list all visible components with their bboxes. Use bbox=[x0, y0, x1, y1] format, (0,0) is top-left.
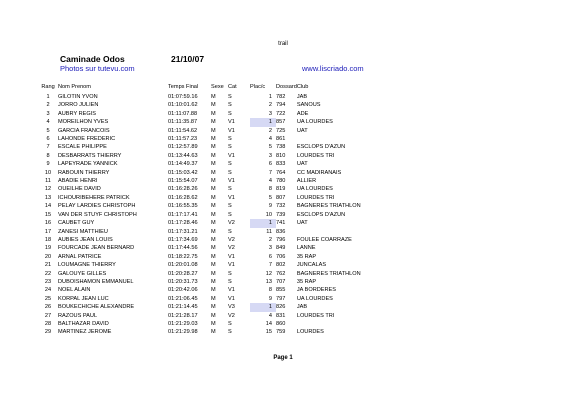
table-row bbox=[38, 169, 417, 177]
cell-time: 01:20:01.08 bbox=[168, 262, 198, 269]
table-row bbox=[38, 253, 417, 261]
cell-category-place: 4 bbox=[268, 178, 272, 185]
table-row bbox=[38, 127, 417, 135]
cell-bib: 833 bbox=[276, 161, 286, 168]
table-row bbox=[38, 228, 417, 236]
cell-time: 01:18:22.75 bbox=[168, 253, 198, 260]
cell-category: S bbox=[228, 161, 232, 168]
cell-category-place: 4 bbox=[268, 136, 272, 143]
cell-category: V2 bbox=[228, 220, 235, 227]
cell-club: UA LOURDES bbox=[296, 186, 333, 193]
cell-time: 01:07:59.16 bbox=[168, 94, 198, 100]
cell-rang: 22 bbox=[44, 270, 52, 277]
cell-name: AUBIES JEAN LOUIS bbox=[58, 236, 113, 243]
cell-time: 01:17:17.41 bbox=[168, 211, 198, 218]
race-title: Caminade Odos bbox=[60, 54, 125, 64]
cell-time: 01:21:06.45 bbox=[168, 295, 198, 302]
table-row bbox=[38, 135, 417, 143]
cell-club: ADE bbox=[296, 110, 309, 117]
cell-name: KORPAL JEAN LUC bbox=[58, 295, 109, 302]
cell-rang: 16 bbox=[44, 220, 52, 227]
cell-bib: 707 bbox=[276, 278, 286, 285]
cell-category-place: 9 bbox=[268, 295, 272, 302]
cell-category-place: 2 bbox=[268, 127, 272, 134]
cell-rang: 9 bbox=[46, 161, 50, 168]
cell-sex: M bbox=[211, 152, 216, 159]
cell-rang: 28 bbox=[44, 320, 52, 327]
cell-rang: 8 bbox=[46, 152, 50, 159]
cell-name: LAHONDE FREDERIC bbox=[58, 136, 116, 143]
cell-bib: 797 bbox=[276, 295, 286, 302]
cell-bib: 738 bbox=[276, 144, 286, 151]
cell-category: S bbox=[228, 94, 232, 100]
cell-rang: 10 bbox=[44, 169, 52, 176]
table-row bbox=[38, 270, 417, 278]
table-row bbox=[38, 312, 417, 320]
cell-rang: 4 bbox=[46, 119, 50, 126]
cell-category-place: 3 bbox=[268, 152, 272, 159]
cell-category-place: 5 bbox=[268, 194, 272, 201]
cell-category-place: 9 bbox=[268, 203, 272, 210]
cell-time: 01:21:29.98 bbox=[168, 329, 198, 336]
page-footer: Page 1 bbox=[273, 355, 293, 361]
cell-name: GALOUYE GILLES bbox=[58, 270, 107, 277]
table-row bbox=[38, 328, 417, 336]
cell-category-place: 15 bbox=[265, 329, 272, 336]
cell-category-place: 14 bbox=[265, 320, 272, 327]
cell-name: MARTINEZ JEROME bbox=[58, 329, 112, 336]
col-sexe-header: Sexe bbox=[211, 84, 224, 90]
cell-category: S bbox=[228, 270, 232, 277]
cell-name: ESCALE PHILIPPE bbox=[58, 144, 107, 151]
cell-category: S bbox=[228, 228, 232, 235]
cell-bib: 836 bbox=[276, 228, 286, 235]
col-cat-header: Cat bbox=[228, 84, 237, 90]
cell-category-place: 4 bbox=[268, 312, 272, 319]
cell-club: LOURDES TRI bbox=[296, 152, 335, 159]
cell-name: LAPEYRADE YANNICK bbox=[58, 161, 118, 168]
cell-category-place: 2 bbox=[268, 102, 272, 109]
cell-sex: M bbox=[211, 278, 216, 285]
cell-category-place: 2 bbox=[268, 236, 272, 243]
col-dossard-header: Dossard bbox=[276, 84, 297, 90]
cell-club: 35 RAP bbox=[296, 278, 317, 285]
cell-club: JAB bbox=[296, 304, 308, 311]
cell-time: 01:13:44.63 bbox=[168, 152, 198, 159]
cell-sex: M bbox=[211, 253, 216, 260]
results-table bbox=[38, 83, 417, 337]
cell-time: 01:17:34.69 bbox=[168, 236, 198, 243]
cell-category-place: 3 bbox=[268, 110, 272, 117]
table-row bbox=[38, 185, 417, 193]
table-row bbox=[38, 160, 417, 168]
cell-name: ZANESI MATTHIEU bbox=[58, 228, 108, 235]
cell-category: S bbox=[228, 186, 232, 193]
cell-bib: 739 bbox=[276, 211, 286, 218]
cell-time: 01:15:03.42 bbox=[168, 169, 198, 176]
cell-sex: M bbox=[211, 236, 216, 243]
cell-sex: M bbox=[211, 136, 216, 143]
cell-bib: 782 bbox=[276, 94, 286, 100]
cell-bib: 741 bbox=[276, 220, 286, 227]
cell-name: RAZOUS PAUL bbox=[58, 312, 98, 319]
cell-category: V2 bbox=[228, 245, 235, 252]
col-rang-header: Rang bbox=[41, 84, 55, 90]
cell-rang: 14 bbox=[44, 203, 52, 210]
cell-time: 01:11:57.23 bbox=[168, 136, 198, 143]
cell-name: ABADIE HENRI bbox=[58, 178, 98, 185]
cell-name: BALTHAZAR DAVID bbox=[58, 320, 109, 327]
cell-sex: M bbox=[211, 94, 216, 100]
cell-bib: 857 bbox=[276, 119, 286, 126]
cell-rang: 11 bbox=[45, 178, 51, 185]
cell-category: S bbox=[228, 144, 232, 151]
cell-category: S bbox=[228, 110, 232, 117]
cell-rang: 5 bbox=[46, 127, 50, 134]
cell-rang: 7 bbox=[46, 144, 50, 151]
cell-club: FOULEE COARRAZE bbox=[296, 236, 352, 243]
cell-club: JA BORDERES bbox=[296, 287, 337, 294]
cell-bib: 855 bbox=[276, 287, 286, 294]
cell-category-place: 8 bbox=[268, 287, 272, 294]
cell-name: RABOUIN THIERRY bbox=[58, 169, 110, 176]
cell-club: LANNE bbox=[296, 245, 316, 252]
cell-time: 01:16:28.26 bbox=[168, 186, 198, 193]
cell-name: PELAY LARDIES CHRISTOPH bbox=[58, 203, 136, 210]
cell-rang: 13 bbox=[44, 194, 52, 201]
cell-rang: 18 bbox=[44, 236, 52, 243]
cell-time: 01:20:31.73 bbox=[168, 278, 198, 285]
cell-sex: M bbox=[211, 270, 216, 277]
cell-club bbox=[297, 228, 417, 236]
cell-name: CAUBET GUY bbox=[58, 220, 95, 227]
cell-bib: 819 bbox=[276, 186, 286, 193]
cell-sex: M bbox=[211, 119, 216, 126]
cell-club: JAB bbox=[296, 94, 308, 100]
cell-category-place: 10 bbox=[265, 211, 272, 218]
cell-club: UA LOURDES bbox=[296, 295, 333, 302]
cell-category-place: 1 bbox=[250, 303, 276, 311]
cell-sex: M bbox=[211, 127, 216, 134]
cell-club: UAT bbox=[296, 220, 308, 227]
cell-name: VAN DER STUYF CHRISTOPH bbox=[58, 211, 137, 218]
cell-time: 01:21:28.17 bbox=[168, 312, 198, 319]
cell-name: OUEILHE DAVID bbox=[58, 186, 101, 193]
cell-sex: M bbox=[211, 287, 216, 294]
website-link[interactable]: www.liscriado.com bbox=[302, 64, 364, 73]
cell-category: S bbox=[228, 136, 232, 143]
cell-category-place: 1 bbox=[250, 118, 276, 126]
table-header-row bbox=[38, 83, 417, 93]
cell-time: 01:17:44.56 bbox=[168, 245, 198, 252]
cell-sex: M bbox=[211, 161, 216, 168]
cell-sex: M bbox=[211, 228, 216, 235]
table-row bbox=[38, 93, 417, 101]
cell-name: DESBARRATS THIERRY bbox=[58, 152, 122, 159]
cell-category: V2 bbox=[228, 312, 235, 319]
cell-category: S bbox=[228, 211, 232, 218]
table-row bbox=[38, 211, 417, 219]
cell-time: 01:14:49.37 bbox=[168, 161, 198, 168]
cell-time: 01:11:07.88 bbox=[168, 110, 198, 117]
cell-time: 01:16:55.35 bbox=[168, 203, 198, 210]
cell-bib: 826 bbox=[276, 304, 286, 311]
cell-category: V1 bbox=[228, 194, 235, 201]
cell-sex: M bbox=[211, 169, 216, 176]
cell-category: V1 bbox=[228, 119, 235, 126]
cell-club: LOURDES bbox=[296, 329, 324, 336]
table-row bbox=[38, 101, 417, 109]
cell-club bbox=[297, 320, 417, 328]
cell-bib: 762 bbox=[276, 270, 286, 277]
cell-bib: 810 bbox=[276, 152, 286, 159]
cell-rang: 29 bbox=[44, 329, 52, 336]
table-row bbox=[38, 143, 417, 151]
cell-club: LOURDES TRI bbox=[296, 312, 335, 319]
cell-rang: 15 bbox=[44, 211, 52, 218]
cell-name: GARCIA FRANCOIS bbox=[58, 127, 110, 134]
cell-club: LOURDES TRI bbox=[296, 194, 335, 201]
cell-rang: 21 bbox=[44, 262, 52, 269]
cell-club: JUNCALAS bbox=[296, 262, 327, 269]
cell-category: V1 bbox=[228, 295, 235, 302]
cell-name: GILOTIN YVON bbox=[58, 94, 98, 100]
table-row bbox=[38, 295, 417, 303]
cell-bib: 764 bbox=[276, 169, 286, 176]
cell-bib: 849 bbox=[276, 245, 286, 252]
cell-name: BOUKECHICHE ALEXANDRE bbox=[58, 304, 135, 311]
cell-time: 01:11:35.87 bbox=[168, 119, 198, 126]
cell-time: 01:21:14.45 bbox=[168, 304, 198, 311]
table-row bbox=[38, 286, 417, 294]
table-row bbox=[38, 261, 417, 269]
table-row bbox=[38, 278, 417, 286]
table-row bbox=[38, 303, 417, 311]
cell-bib: 861 bbox=[276, 136, 286, 143]
cell-club: BAGNERES TRIATHLON bbox=[296, 270, 361, 277]
race-date: 21/10/07 bbox=[171, 54, 205, 64]
cell-category-place: 3 bbox=[268, 245, 272, 252]
cell-category-place: 8 bbox=[268, 186, 272, 193]
cell-name: FOURCADE JEAN BERNARD bbox=[58, 245, 135, 252]
cell-rang: 26 bbox=[44, 304, 52, 311]
cell-name: LOUMAGNE THIERRY bbox=[58, 262, 116, 269]
cell-bib: 807 bbox=[276, 194, 286, 201]
cell-category-place: 6 bbox=[268, 253, 272, 260]
table-row bbox=[38, 152, 417, 160]
cell-category-place: 5 bbox=[268, 144, 272, 151]
cell-name: ICHOURIBEHERE PATRICK bbox=[58, 194, 130, 201]
cell-category: V1 bbox=[228, 262, 235, 269]
cell-rang: 2 bbox=[46, 102, 50, 109]
cell-club: 35 RAP bbox=[296, 253, 317, 260]
cell-time: 01:15:54.07 bbox=[168, 178, 198, 185]
cell-category-place: 1 bbox=[250, 219, 276, 227]
cell-bib: 722 bbox=[276, 110, 286, 117]
cell-rang: 3 bbox=[46, 110, 50, 117]
cell-category: V1 bbox=[228, 152, 235, 159]
cell-sex: M bbox=[211, 262, 216, 269]
cell-sex: M bbox=[211, 304, 216, 311]
cell-category-place: 13 bbox=[265, 278, 272, 285]
cell-category-place: 6 bbox=[268, 161, 272, 168]
cell-rang: 6 bbox=[46, 136, 50, 143]
col-club-header: Club bbox=[296, 84, 309, 90]
cell-rang: 19 bbox=[44, 245, 52, 252]
cell-category-place: 7 bbox=[268, 169, 272, 176]
cell-bib: 860 bbox=[276, 320, 286, 327]
table-row bbox=[38, 118, 417, 126]
cell-bib: 802 bbox=[276, 262, 286, 269]
cell-category: V1 bbox=[228, 287, 235, 294]
cell-category: S bbox=[228, 169, 232, 176]
cell-sex: M bbox=[211, 245, 216, 252]
cell-club bbox=[297, 135, 417, 143]
cell-bib: 706 bbox=[276, 253, 286, 260]
cell-time: 01:20:42.06 bbox=[168, 287, 198, 294]
table-row bbox=[38, 177, 417, 185]
cell-category-place: 1 bbox=[268, 94, 272, 100]
cell-sex: M bbox=[211, 110, 216, 117]
cell-club: UA LOURDES bbox=[296, 119, 333, 126]
cell-club: BAGNERES TRIATHLON bbox=[296, 203, 361, 210]
cell-category: V1 bbox=[228, 178, 235, 185]
cell-sex: M bbox=[211, 102, 216, 109]
cell-rang: 23 bbox=[44, 278, 52, 285]
cell-name: MOREILHON YVES bbox=[58, 119, 109, 126]
cell-time: 01:16:28.62 bbox=[168, 194, 198, 201]
table-row bbox=[38, 236, 417, 244]
cell-bib: 732 bbox=[276, 203, 286, 210]
table-row bbox=[38, 219, 417, 227]
cell-sex: M bbox=[211, 194, 216, 201]
cell-category: V1 bbox=[228, 127, 235, 134]
cell-rang: 24 bbox=[44, 287, 52, 294]
page-header: trail bbox=[278, 41, 288, 47]
cell-club: ESCLOPS D'AZUN bbox=[296, 144, 346, 151]
cell-name: AUBRY REGIS bbox=[58, 110, 97, 117]
cell-category: V2 bbox=[228, 236, 235, 243]
col-temps-header: Temps Final bbox=[168, 84, 199, 90]
cell-bib: 831 bbox=[276, 312, 286, 319]
col-nom-header: Nom Prenom bbox=[58, 84, 91, 90]
cell-rang: 1 bbox=[46, 94, 50, 100]
cell-bib: 796 bbox=[276, 236, 286, 243]
table-row bbox=[38, 244, 417, 252]
table-row bbox=[38, 320, 417, 328]
cell-category: V3 bbox=[228, 304, 235, 311]
cell-club: CC MADIRANAIS bbox=[296, 169, 342, 176]
cell-name: ARNAL PATRICE bbox=[58, 253, 102, 260]
cell-time: 01:12:57.89 bbox=[168, 144, 198, 151]
cell-sex: M bbox=[211, 295, 216, 302]
cell-club: ESCLOPS D'AZUN bbox=[296, 211, 346, 218]
cell-time: 01:17:28.46 bbox=[168, 220, 198, 227]
cell-time: 01:21:29.03 bbox=[168, 320, 198, 327]
cell-category-place: 11 bbox=[266, 228, 272, 235]
cell-sex: M bbox=[211, 329, 216, 336]
cell-sex: M bbox=[211, 203, 216, 210]
col-place-header: Plac/c bbox=[250, 84, 266, 90]
cell-category-place: 7 bbox=[268, 262, 272, 269]
cell-rang: 17 bbox=[44, 228, 52, 235]
cell-category: S bbox=[228, 320, 232, 327]
cell-time: 01:17:31.21 bbox=[168, 228, 198, 235]
cell-sex: M bbox=[211, 220, 216, 227]
cell-rang: 20 bbox=[44, 253, 52, 260]
cell-name: NOEL ALAIN bbox=[58, 287, 91, 294]
cell-category: S bbox=[228, 329, 232, 336]
cell-club: UAT bbox=[296, 161, 308, 168]
cell-club: SANOUS bbox=[296, 102, 321, 109]
cell-time: 01:10:01.62 bbox=[168, 102, 198, 109]
cell-sex: M bbox=[211, 320, 216, 327]
cell-category: S bbox=[228, 102, 232, 109]
cell-time: 01:20:28.27 bbox=[168, 270, 198, 277]
table-row bbox=[38, 202, 417, 210]
cell-category: V1 bbox=[228, 253, 235, 260]
cell-sex: M bbox=[211, 144, 216, 151]
cell-rang: 27 bbox=[44, 312, 52, 319]
cell-name: JORRO JULIEN bbox=[58, 102, 99, 109]
photos-link[interactable]: Photos sur tutevu.com bbox=[60, 64, 135, 73]
cell-bib: 759 bbox=[276, 329, 286, 336]
table-row bbox=[38, 110, 417, 118]
cell-category: S bbox=[228, 278, 232, 285]
cell-time: 01:11:54.62 bbox=[168, 127, 198, 134]
cell-sex: M bbox=[211, 186, 216, 193]
table-row bbox=[38, 194, 417, 202]
cell-rang: 12 bbox=[44, 186, 52, 193]
cell-bib: 725 bbox=[276, 127, 286, 134]
cell-category: S bbox=[228, 203, 232, 210]
cell-sex: M bbox=[211, 211, 216, 218]
cell-bib: 780 bbox=[276, 178, 286, 185]
cell-sex: M bbox=[211, 178, 216, 185]
cell-sex: M bbox=[211, 312, 216, 319]
cell-rang: 25 bbox=[44, 295, 52, 302]
cell-category-place: 12 bbox=[265, 270, 272, 277]
cell-club: ALLIER bbox=[296, 178, 317, 185]
cell-bib: 794 bbox=[276, 102, 286, 109]
cell-club: UAT bbox=[296, 127, 308, 134]
cell-name: DUBOISHAMON EMMANUEL bbox=[58, 278, 134, 285]
